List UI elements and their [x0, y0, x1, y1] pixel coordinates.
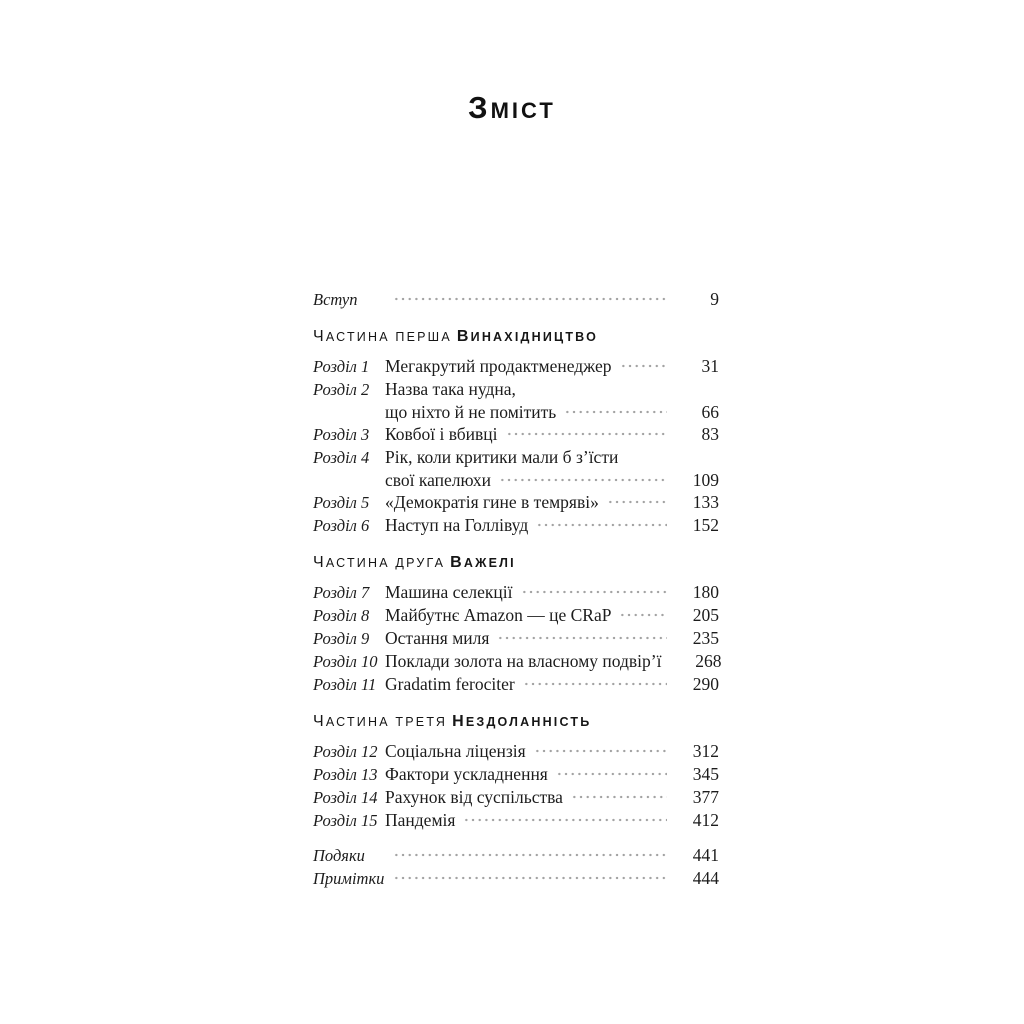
- toc-row-chapter: [313, 514, 719, 537]
- dot-leader: [536, 519, 667, 531]
- chapter-title: Машина селекції: [385, 582, 513, 602]
- chapter-label: Розділ 13: [313, 765, 378, 784]
- part-heading: [313, 553, 719, 573]
- dot-leader: [556, 768, 667, 780]
- chapter-label: Розділ 10: [313, 652, 378, 671]
- part-heading: [313, 327, 719, 347]
- chapter-label: Розділ 15: [313, 811, 378, 830]
- page-number: 83: [701, 424, 719, 444]
- chapter-title: що ніхто й не помітить: [385, 402, 557, 422]
- page-number: 345: [692, 764, 719, 784]
- page-number: 133: [692, 492, 719, 512]
- chapter-title: «Демократія гине в темряві»: [385, 492, 599, 512]
- chapter-label: Розділ 8: [313, 606, 370, 625]
- dot-leader: [393, 293, 667, 305]
- part-prefix: ЧАСТИНА ПЕРША: [313, 328, 452, 345]
- chapter-title: Пандемія: [385, 810, 456, 830]
- chapter-label: Розділ 11: [313, 675, 377, 694]
- chapter-label: Розділ 4: [313, 448, 370, 467]
- chapter-title: свої капелюхи: [385, 470, 492, 490]
- chapter-label: Розділ 2: [313, 380, 370, 399]
- toc-row-chapter: [313, 469, 719, 491]
- dot-leader: [534, 745, 667, 757]
- chapter-title: Наступ на Голлівуд: [385, 515, 529, 535]
- toc-row-chapter: [313, 355, 719, 378]
- chapter-title: Мегакрутий продактменеджер: [385, 356, 612, 376]
- page-number: 9: [710, 289, 719, 309]
- page-number: 444: [692, 868, 719, 888]
- toc-row-back: [313, 844, 719, 867]
- toc-row-chapter: [313, 581, 719, 604]
- toc-row-chapter: [313, 740, 719, 763]
- chapter-label: Розділ 12: [313, 742, 378, 761]
- chapter-title: Фактори ускладнення: [385, 764, 548, 784]
- page-number: 441: [692, 845, 719, 865]
- chapter-title: Поклади золота на власному подвір’ї: [385, 651, 662, 671]
- part-name: НЕЗДОЛАННІСТЬ: [452, 713, 592, 730]
- page-number: 152: [692, 515, 719, 535]
- dot-leader: [499, 474, 667, 486]
- page-number: 290: [692, 674, 719, 694]
- chapter-label: Розділ 9: [313, 629, 370, 648]
- chapter-label: Розділ 7: [313, 583, 370, 602]
- toc-row-chapter: [313, 786, 719, 809]
- dot-leader: [620, 360, 667, 372]
- page-number: 377: [692, 787, 719, 807]
- page-number: 205: [692, 605, 719, 625]
- toc-row-chapter: [313, 378, 719, 401]
- page-number: 412: [692, 810, 719, 830]
- page-number: 180: [692, 582, 719, 602]
- entry-label: Примітки: [313, 869, 385, 888]
- page-number: 312: [692, 741, 719, 761]
- page-title: ЗМІСТ: [468, 90, 556, 125]
- dot-leader: [463, 814, 667, 826]
- toc-row-chapter: [313, 763, 719, 786]
- chapter-title: Gradatim ferociter: [385, 674, 515, 694]
- chapter-title: Майбутнє Amazon — це CRaP: [385, 605, 612, 625]
- chapter-label: Розділ 6: [313, 516, 370, 535]
- page-number: 268: [695, 651, 722, 671]
- chapter-title: Рахунок від суспільства: [385, 787, 563, 807]
- toc-row-front: [313, 288, 719, 311]
- toc-row-chapter: [313, 809, 719, 832]
- part-name: ВАЖЕЛІ: [450, 554, 516, 571]
- dot-leader: [607, 496, 667, 508]
- dot-leader: [523, 678, 667, 690]
- page-number: 66: [701, 402, 719, 422]
- page-number: 235: [692, 628, 719, 648]
- chapter-title: Назва така нудна,: [385, 379, 516, 399]
- chapter-title: Соціальна ліцензія: [385, 741, 526, 761]
- chapter-label: Розділ 1: [313, 357, 370, 376]
- toc-row-chapter: [313, 446, 719, 469]
- chapter-title: Остання миля: [385, 628, 490, 648]
- toc-row-chapter: [313, 673, 719, 696]
- table-of-contents: [313, 288, 722, 890]
- part-prefix: ЧАСТИНА ТРЕТЯ: [313, 713, 448, 730]
- page-number: 109: [692, 470, 719, 490]
- dot-leader: [521, 586, 667, 598]
- dot-leader: [506, 428, 667, 440]
- dot-leader: [571, 791, 667, 803]
- part-name: ВИНАХІДНИЦТВО: [456, 328, 599, 345]
- dot-leader: [393, 872, 667, 884]
- dot-leader: [564, 406, 667, 418]
- toc-row-chapter: [313, 650, 722, 673]
- entry-label: Вступ: [313, 290, 358, 309]
- toc-row-chapter: [313, 627, 719, 650]
- chapter-label: Розділ 5: [313, 493, 370, 512]
- dot-leader: [497, 632, 667, 644]
- toc-row-back: [313, 867, 719, 890]
- toc-row-chapter: [313, 423, 719, 446]
- chapter-title: Рік, коли критики мали б з’їсти: [385, 447, 619, 467]
- chapter-title: Ковбої і вбивці: [385, 424, 498, 444]
- dot-leader: [619, 609, 667, 621]
- chapter-label: Розділ 3: [313, 425, 370, 444]
- page-number: 31: [701, 356, 719, 376]
- toc-row-chapter: [313, 491, 719, 514]
- part-heading: [313, 712, 719, 732]
- back-matter: [313, 844, 719, 890]
- entry-label: Подяки: [313, 846, 365, 865]
- toc-row-chapter: [313, 604, 719, 627]
- chapter-label: Розділ 14: [313, 788, 378, 807]
- dot-leader: [393, 849, 667, 861]
- toc-row-chapter: [313, 401, 719, 423]
- part-prefix: ЧАСТИНА ДРУГА: [313, 554, 446, 571]
